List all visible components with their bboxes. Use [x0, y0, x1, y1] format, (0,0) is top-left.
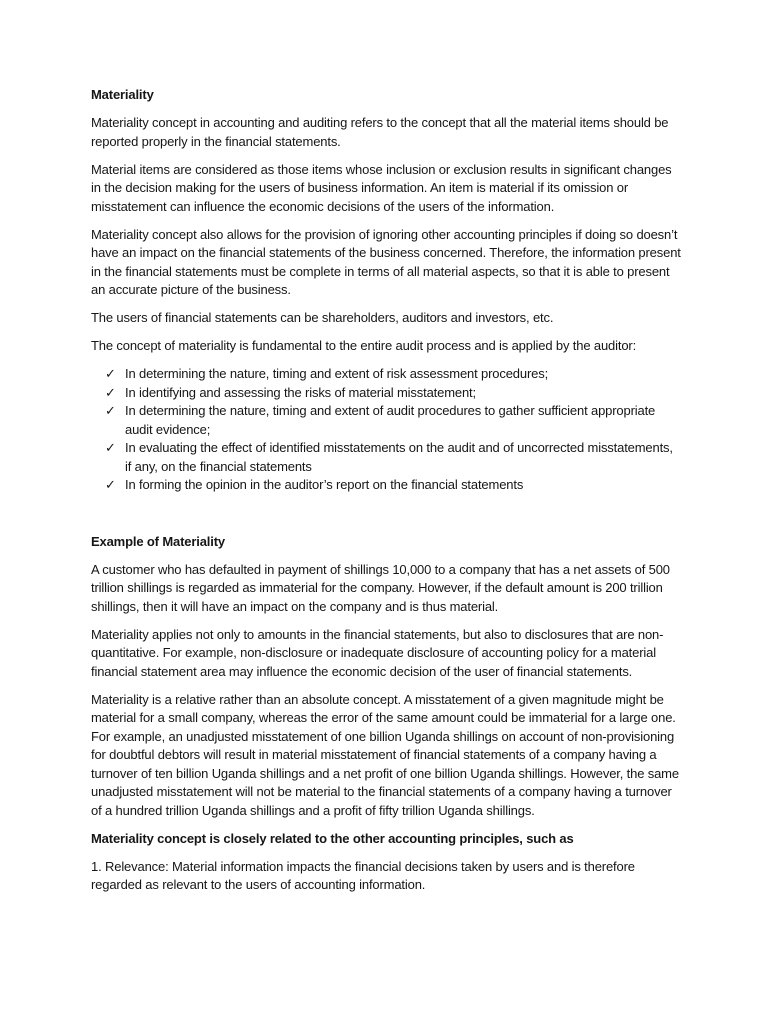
- check-icon: ✓: [105, 384, 116, 400]
- checklist-item: [105, 476, 681, 495]
- paragraph-intro-2: Material items are considered as those items whose inclusion or exclusion results in significant changes in the decision making for the users of business information. An item is material if its omission or misstatement can influence the economic decisions of the users of the information.: [91, 161, 672, 214]
- checklist-item: [105, 439, 681, 476]
- paragraph-audit-lead: The concept of materiality is fundamental to the entire audit process and is applied by the auditor:: [91, 338, 637, 353]
- checklist-item-text: In determining the nature, timing and extent of risk assessment procedures;: [125, 366, 549, 381]
- checklist-item: [105, 402, 681, 439]
- paragraph-users: The users of financial statements can be shareholders, auditors and investors, etc.: [91, 310, 554, 325]
- paragraph-example-1: A customer who has defaulted in payment of shillings 10,000 to a company that has a net assets of 500 trillion shillings is regarded as immaterial for the company. However, if the default amount is 200 trillion shillings, then it will have an impact on the company and is thus material.: [91, 561, 670, 614]
- check-icon: ✓: [105, 440, 116, 455]
- checklist-item-text: In forming the opinion in the auditor’s report on the financial statements: [125, 477, 524, 492]
- paragraph-example-2: Materiality applies not only to amounts in the financial statements, but also to disclosures that are non-quantitative. For example, non-disclosure or inadequate disclosure of accounting policy for a material financial statement area may influence the economic decision of the user of financial statements.: [91, 626, 664, 679]
- paragraph-intro-3: Materiality concept also allows for the provision of ignoring other accounting principles if doing so doesn’t have an impact on the financial statements of the business concerned. Therefore, the information present in the financial statements must be complete in terms of all material aspects, so that it is able to present an accurate picture of the business.: [91, 226, 681, 297]
- paragraph-intro-1: Materiality concept in accounting and auditing refers to the concept that all the material items should be reported properly in the financial statements.: [91, 115, 669, 149]
- checklist-item-text: In identifying and assessing the risks of material misstatement;: [125, 384, 476, 400]
- paragraph-relevance: 1. Relevance: Material information impacts the financial decisions taken by users and is therefore regarded as relevant to the users of accounting information.: [91, 858, 635, 892]
- check-icon: ✓: [105, 403, 116, 418]
- check-icon: ✓: [105, 366, 116, 381]
- example-heading: Example of Materiality: [91, 533, 225, 549]
- check-icon: ✓: [105, 477, 116, 492]
- checklist-item: [105, 384, 681, 403]
- document-content: [91, 86, 681, 904]
- checklist-item-text: In evaluating the effect of identified misstatements on the audit and of uncorrected misstatements, if any, on the financial statements: [125, 440, 673, 474]
- principles-heading: Materiality concept is closely related to the other accounting principles, such as: [91, 830, 574, 846]
- doc-title: Materiality: [91, 87, 154, 102]
- audit-checklist: [91, 365, 681, 495]
- checklist-item: [105, 365, 681, 384]
- paragraph-example-3: Materiality is a relative rather than an absolute concept. A misstatement of a given magnitude might be material for a small company, whereas the error of the same amount could be immaterial for a large one. For example, an unadjusted misstatement of one billion Uganda shillings on account of non-provisioning for doubtful debtors will result in material misstatement of financial statements of a company having a turnover of ten billion Uganda shillings and a net profit of one billion Uganda shillings. However, the same unadjusted misstatement will not be material to the financial statements of a company having a turnover of a hundred trillion Uganda shillings and a profit of fifty trillion Uganda shillings.: [91, 691, 679, 818]
- checklist-item-text: In determining the nature, timing and extent of audit procedures to gather sufficient appropriate audit evidence;: [125, 403, 656, 437]
